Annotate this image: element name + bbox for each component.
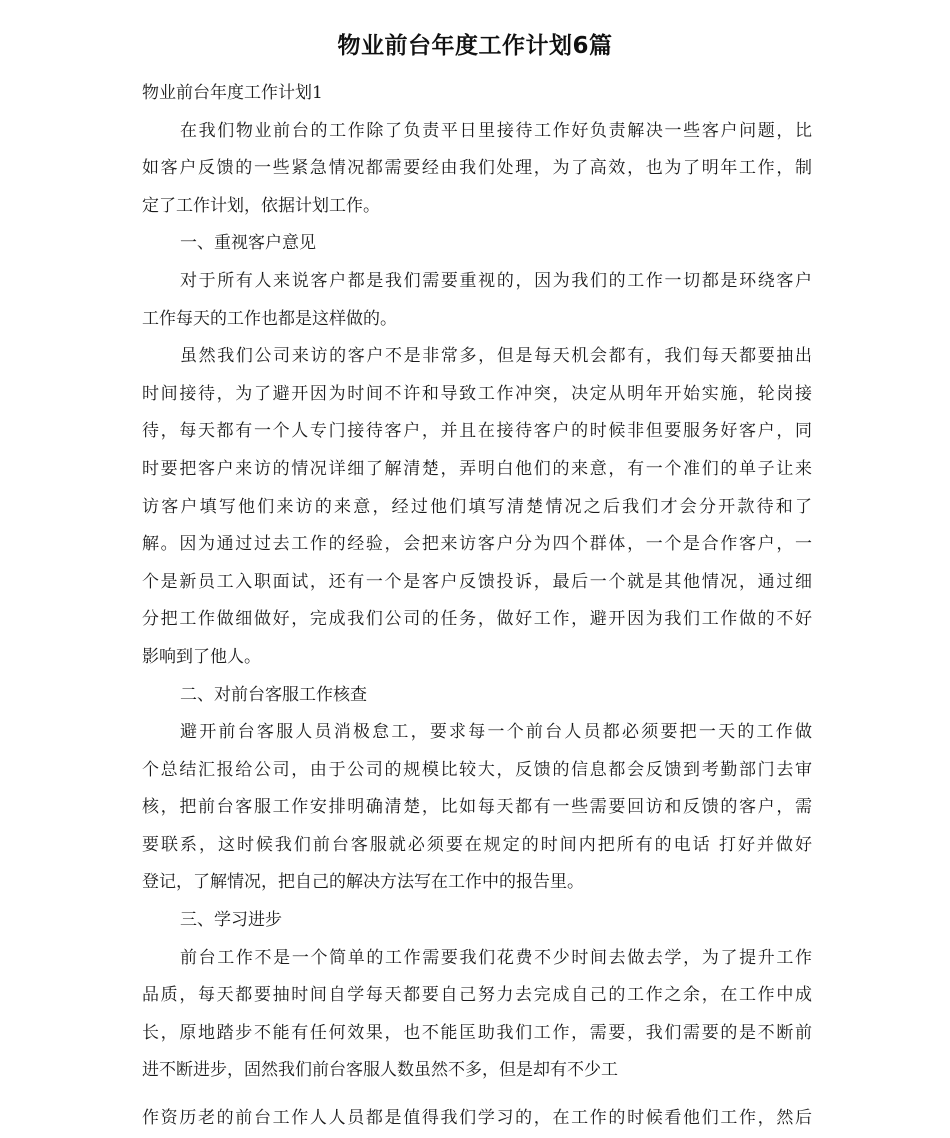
text-line: 前台工作不是一个简单的工作需要我们花费不少时间去做去学，为了提升工作	[180, 947, 812, 968]
text-line: 工作每天的工作也都是这样做的。	[142, 308, 397, 329]
paragraph	[142, 1100, 812, 1138]
text-line: 待，每天都有一个人专门接待客户，并且在接待客户的时候非但要服务好客户，同	[142, 421, 812, 442]
text-line: 解。因为通过过去工作的经验，会把来访客户分为四个群体，一个是合作客户，一	[142, 534, 812, 555]
text-line: 品质，每天都要抽时间自学每天都要自己努力去完成自己的工作之余，在工作中成	[142, 985, 812, 1006]
document-subtitle: 物业前台年度工作计划1	[142, 83, 323, 103]
paragraph	[142, 940, 812, 1090]
text-line: 作资历老的前台工作人人员都是值得我们学习的，在工作的时候看他们工作，然后	[142, 1108, 812, 1129]
paragraph	[142, 714, 812, 902]
text-line: 分把工作做细做好，完成我们公司的任务，做好工作，避开因为我们工作做的不好	[142, 609, 812, 630]
text-line: 进不断进步，固然我们前台客服人数虽然不多，但是却有不少工	[142, 1060, 618, 1081]
text-line: 虽然我们公司来访的客户不是非常多，但是每天机会都有，我们每天都要抽出	[180, 346, 812, 367]
text-line: 时间接待，为了避开因为时间不许和导致工作冲突，决定从明年开始实施，轮岗接	[142, 383, 812, 404]
text-line: 如客户反馈的一些紧急情况都需要经由我们处理，为了高效，也为了明年工作，制	[142, 158, 812, 179]
text-line: 长，原地踏步不能有任何效果，也不能匡助我们工作，需要，我们需要的是不断前	[142, 1022, 812, 1043]
paragraph	[142, 113, 812, 226]
text-line: 访客户填写他们来访的来意，经过他们填写清楚情况之后我们才会分开款待和了	[142, 496, 812, 517]
document-body	[142, 75, 812, 1138]
section-heading: 二、对前台客服工作核查	[180, 684, 367, 705]
text-line: 登记，了解情况，把自己的解决方法写在工作中的报告里。	[142, 872, 584, 893]
text-line: 要联系，这时候我们前台客服就必须要在规定的时间内把所有的电话 打好并做好	[142, 834, 812, 855]
text-line: 对于所有人来说客户都是我们需要重视的，因为我们的工作一切都是环绕客户	[180, 270, 812, 291]
text-line: 在我们物业前台的工作除了负责平日里接待工作好负责解决一些客户问题，比	[180, 120, 812, 141]
section-heading: 一、重视客户意见	[180, 233, 316, 254]
section-heading: 三、学习进步	[180, 910, 282, 931]
text-line: 个总结汇报给公司，由于公司的规模比较大，反馈的信息都会反馈到考勤部门去审	[142, 759, 812, 780]
text-line: 个是新员工入职面试，还有一个是客户反馈投诉，最后一个就是其他情况，通过细	[142, 571, 812, 592]
text-line: 影响到了他人。	[142, 646, 261, 667]
paragraph	[142, 338, 812, 676]
text-line: 避开前台客服人员消极怠工，要求每一个前台人员都必须要把一天的工作做	[180, 722, 812, 743]
text-line: 定了工作计划，依据计划工作。	[142, 195, 380, 216]
page-break-gap	[142, 1090, 812, 1100]
paragraph	[142, 263, 812, 338]
text-line: 时要把客户来访的情况详细了解清楚，弄明白他们的来意，有一个准们的单子让来	[142, 458, 812, 479]
text-line: 核，把前台客服工作安排明确清楚，比如每天都有一些需要回访和反馈的客户，需	[142, 797, 812, 818]
document-title: 物业前台年度工作计划6篇	[337, 33, 613, 59]
